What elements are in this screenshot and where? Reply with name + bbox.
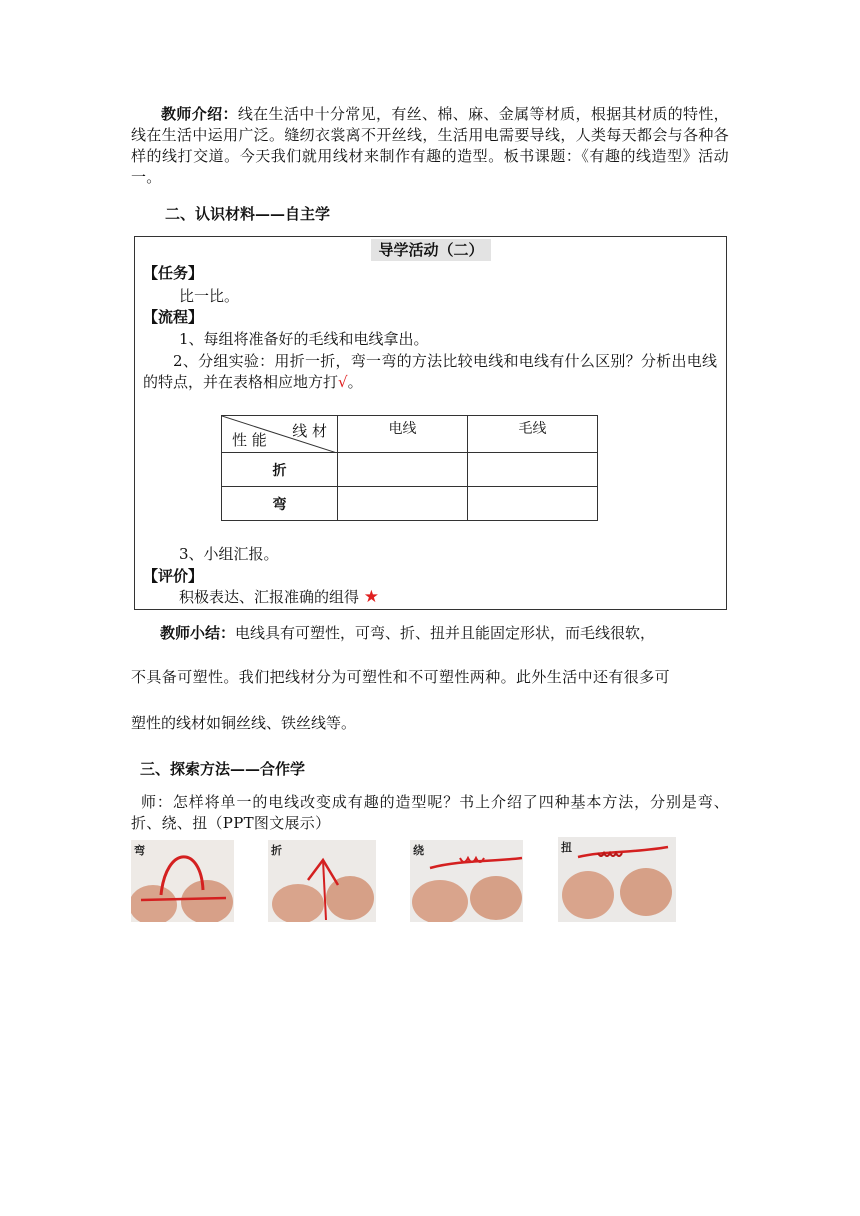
photo-twist: [558, 837, 676, 922]
header-wire: 电线: [338, 416, 468, 453]
photo-wrap-image: [410, 840, 523, 922]
eval-line: [179, 587, 379, 608]
header-property: 性 能: [232, 431, 267, 449]
photo-fold: [268, 840, 376, 922]
intro-text: 线在生活中十分常见，有丝、棉、麻、金属等材质，根据其材质的特性，线在生活中运用广泛。缝纫衣裳离不开丝线，生活用电需要导线，人类每天都会与各种各样的线打交道。今天我们就用线材来制作有趣的造型。板书课题：《有趣的线造型》活动一。: [131, 105, 729, 186]
step-2: [143, 351, 717, 393]
photo-fold-image: [268, 840, 376, 922]
process-label: 【流程】: [143, 308, 204, 326]
photo-fold-label: 折: [271, 844, 282, 857]
eval-label: 【评价】: [143, 567, 204, 585]
intro-paragraph: [131, 104, 729, 188]
cell-fold-yarn[interactable]: [468, 453, 598, 487]
photo-bend-image: [131, 840, 234, 922]
check-mark: √: [338, 373, 348, 391]
photo-twist-image: [558, 837, 676, 922]
task-label: 【任务】: [143, 264, 204, 282]
section2-heading: 二、认识材料——自主学: [165, 205, 331, 223]
cell-bend-yarn[interactable]: [468, 487, 598, 521]
cell-bend-wire[interactable]: [338, 487, 468, 521]
header-material: 线 材: [292, 422, 327, 440]
intro-label: 教师介绍：: [161, 105, 238, 123]
photo-wrap-label: 绕: [413, 844, 424, 857]
teacher-question: 师：怎样将单一的电线改变成有趣的造型呢？书上介绍了四种基本方法，分别是弯、折、绕、扭（PPT图文展示）: [131, 793, 729, 832]
photo-bend-label: 弯: [134, 844, 145, 857]
photo-twist-label: 扭: [561, 841, 572, 854]
step-3: 3、小组汇报。: [179, 545, 279, 563]
header-yarn: 毛线: [468, 416, 598, 453]
summary-label: 教师小结：: [160, 624, 236, 642]
cell-fold-wire[interactable]: [338, 453, 468, 487]
photo-wrap: [410, 840, 523, 922]
star-icon: ★: [363, 587, 380, 607]
step-2-end: 。: [347, 373, 363, 391]
eval-text: 积极表达、汇报准确的组得: [179, 588, 360, 606]
summary-line-3: 塑性的线材如铜丝线、铁丝线等。: [131, 714, 357, 732]
activity-box: [134, 236, 727, 610]
activity-title: 导学活动（二）: [371, 239, 491, 261]
step-2-text: 2、分组实验：用折一折，弯一弯的方法比较电线和电线有什么区别？分析出电线的特点，并在表格相应地方打: [143, 352, 717, 391]
summary-line-1: 教师小结：电线具有可塑性，可弯、折、扭并且能固定形状，而毛线很软，: [160, 624, 656, 642]
step-1: 1、每组将准备好的毛线和电线拿出。: [179, 330, 429, 348]
table-header-diagonal-cell: [222, 416, 338, 453]
section3-heading: 三、探索方法——合作学: [140, 760, 306, 778]
comparison-table: [221, 415, 598, 521]
photo-bend: [131, 840, 234, 922]
task-text: 比一比。: [179, 287, 240, 305]
summary-line-2: 不具备可塑性。我们把线材分为可塑性和不可塑性两种。此外生活中还有很多可: [131, 668, 671, 686]
row-bend: 弯: [222, 487, 338, 521]
row-fold: 折: [222, 453, 338, 487]
